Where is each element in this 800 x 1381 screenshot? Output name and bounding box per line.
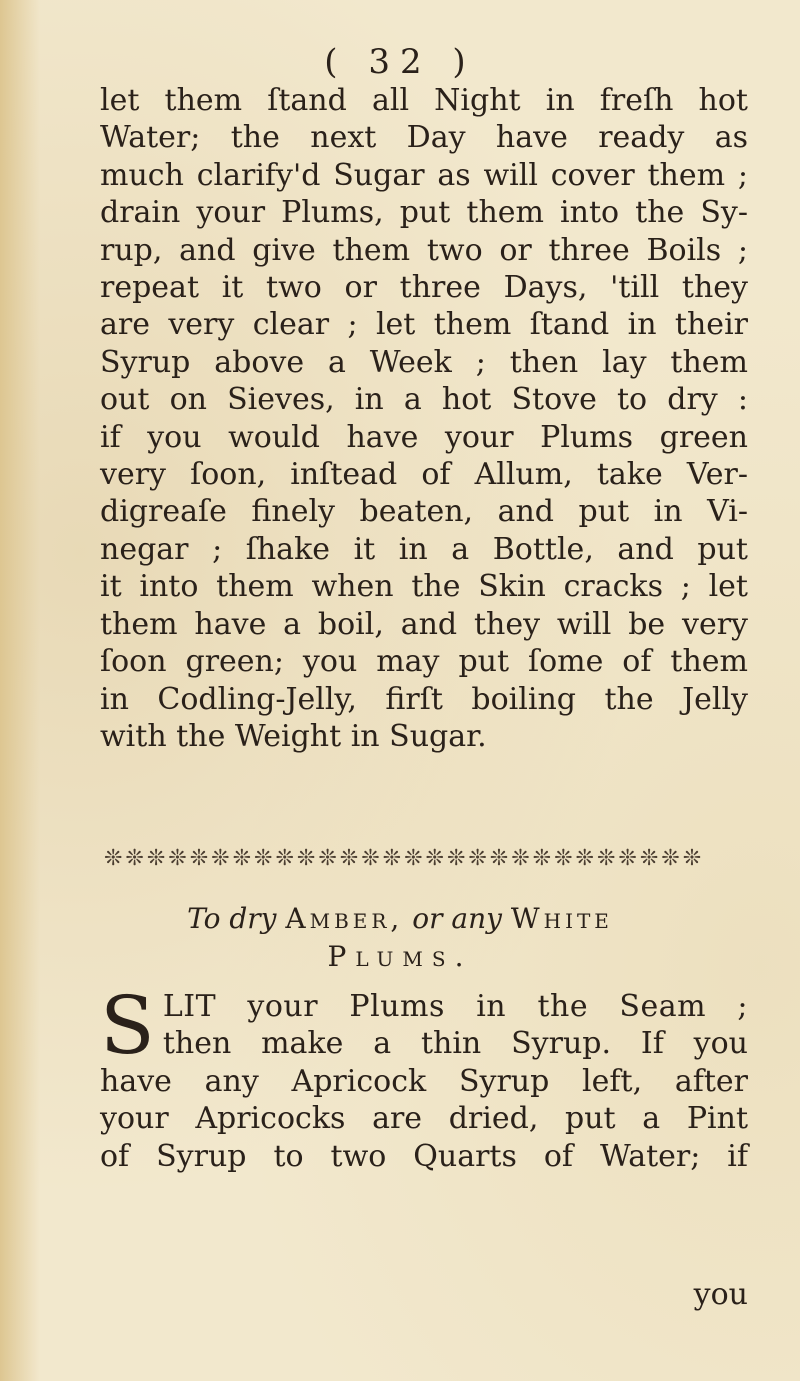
- text-line: if you would have your Plums green: [100, 419, 748, 455]
- text-line: then make a thin Syrup. If you: [162, 1026, 748, 1062]
- heading-line-1: [0, 900, 800, 938]
- text-line: digreaſe finely beaten, and put in Vi-: [100, 494, 748, 530]
- text-line: Syrup above a Week ; then lay them: [100, 344, 748, 380]
- page-number: ( 32 ): [324, 42, 476, 82]
- text-line: have any Apricock Syrup left, after: [100, 1063, 748, 1099]
- ornamental-divider: ❊❊❊❊❊❊❊❊❊❊❊❊❊❊❊❊❊❊❊❊❊❊❊❊❊❊❊❊: [104, 846, 705, 871]
- text-line: let them ſtand all Night in freſh hot: [100, 83, 748, 118]
- text-line: ſoon green; you may put ſome of them: [100, 644, 748, 680]
- text-line: are very clear ; let them ſtand in their: [100, 307, 748, 343]
- heading-or-any: or any: [412, 902, 502, 935]
- text-line: much clarify'd Sugar as will cover them ;: [100, 157, 748, 193]
- text-line: rup, and give them two or three Boils ;: [100, 232, 748, 268]
- recipe-paragraph-dry-plums: [100, 979, 748, 1175]
- text-line: Water; the next Day have ready as: [100, 120, 748, 156]
- text-line: repeat it two or three Days, 'till they: [100, 270, 748, 306]
- text-line: very ſoon, inſtead of Allum, take Ver-: [100, 457, 748, 493]
- heading-amber: Amber,: [285, 902, 404, 935]
- recipe-heading: [0, 900, 800, 976]
- text-line: your Apricocks are dried, put a Pint: [100, 1101, 748, 1137]
- text-line: in Codling-Jelly, firſt boiling the Jelly: [100, 681, 748, 717]
- text-line: LIT your Plums in the Seam ;: [162, 989, 748, 1024]
- heading-to-dry: To dry: [187, 902, 277, 935]
- recipe-paragraph-plums-green: [100, 82, 748, 755]
- catchword: you: [693, 1277, 748, 1312]
- text-line: them have a boil, and they will be very: [100, 606, 748, 642]
- drop-cap: S: [100, 979, 155, 1072]
- heading-white: White: [510, 902, 613, 935]
- text-line: of Syrup to two Quarts of Water; if: [100, 1138, 748, 1174]
- text-line: drain your Plums, put them into the Sy-: [100, 195, 748, 231]
- heading-plums: Plums.: [327, 940, 473, 973]
- page-edge-shadow: [0, 0, 40, 1381]
- text-line: it into them when the Skin cracks ; let: [100, 569, 748, 605]
- text-line: with the Weight in Sugar.: [100, 718, 487, 754]
- text-line: out on Sieves, in a hot Stove to dry :: [100, 382, 748, 418]
- text-line: negar ; ſhake it in a Bottle, and put: [100, 531, 748, 567]
